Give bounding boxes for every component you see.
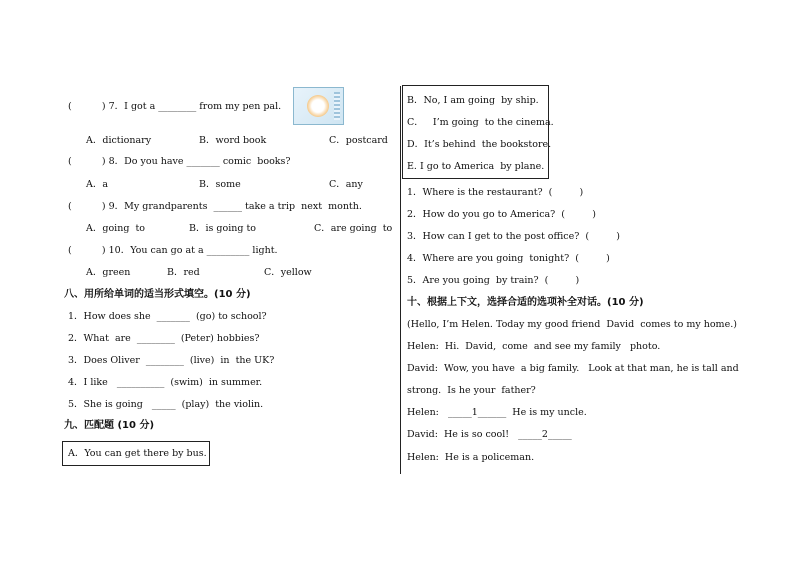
q7-option-b: B．word book [199, 135, 267, 146]
q8-option-c: C．any [329, 179, 363, 190]
postcard-picture-icon [293, 87, 344, 125]
q8-option-a: A．a [86, 179, 109, 190]
match-option-a: A．You can get there by bus. [68, 448, 207, 459]
fill-item-3: 3．Does Oliver ________ (live) in the UK? [68, 355, 275, 366]
dialog-line-7: Helen: He is a policeman. [407, 452, 535, 463]
dialog-line-6: David: He is so cool! _____2_____ [407, 429, 572, 440]
column-divider [400, 86, 401, 474]
q9-option-c: C．are going to [314, 223, 393, 234]
q7-stem: ( ) 7．I got a ________ from my pen pal. [68, 101, 282, 112]
section-8-title: 八、用所给单词的适当形式填空。(10 分) [64, 289, 251, 300]
match-options-box [402, 85, 554, 179]
fill-item-5: 5．She is going _____ (play) the violin. [68, 399, 264, 410]
match-option-a-box [62, 441, 210, 466]
match-question-2: 2．How do you go to America? ( ) [407, 209, 596, 220]
fill-item-1: 1．How does she _______ (go) to school? [68, 311, 267, 322]
match-option-c: C． I’m going to the cinema. [407, 117, 554, 128]
q7-option-c: C．postcard [329, 135, 388, 146]
q9-stem: ( ) 9．My grandparents ______ take a trip next month. [68, 201, 362, 212]
q9-option-b: B．is going to [189, 223, 257, 234]
match-option-e: E. I go to America by plane. [407, 161, 545, 172]
dialog-line-2: Helen: Hi. David, come and see my family photo. [407, 341, 661, 352]
q8-stem: ( ) 8．Do you have _______ comic books? [68, 156, 291, 167]
section-9-title: 九、匹配题 (10 分) [64, 420, 155, 431]
match-option-b: B．No, I am going by ship. [407, 95, 539, 106]
fill-item-2: 2．What are ________ (Peter) hobbies? [68, 333, 260, 344]
dialog-line-3: David: Wow, you have a big family. Look at that man, he is tall and [407, 363, 739, 374]
match-question-4: 4．Where are you going tonight? ( ) [407, 253, 610, 264]
q10-option-b: B．red [167, 267, 200, 278]
q9-option-a: A．going to [86, 223, 145, 234]
match-question-3: 3．How can I get to the post office? ( ) [407, 231, 620, 242]
q10-stem: ( ) 10．You can go at a _________ light. [68, 245, 278, 256]
section-10-title: 十、根据上下文，选择合适的选项补全对话。(10 分) [407, 297, 644, 308]
dialog-line-5: Helen: _____1______ He is my uncle. [407, 407, 587, 418]
match-question-5: 5．Are you going by train? ( ) [407, 275, 580, 286]
q10-option-a: A．green [86, 267, 131, 278]
dialog-line-4: strong. Is he your father? [407, 385, 536, 396]
q10-option-c: C．yellow [264, 267, 312, 278]
fill-item-4: 4．I like __________ (swim) in summer. [68, 377, 263, 388]
q7-option-a: A．dictionary [86, 135, 152, 146]
dialog-line-1: (Hello, I’m Helen. Today my good friend David comes to my home.) [407, 319, 737, 330]
q8-option-b: B．some [199, 179, 241, 190]
match-option-d: D．It’s behind the bookstore. [407, 139, 552, 150]
match-question-1: 1．Where is the restaurant? ( ) [407, 187, 584, 198]
